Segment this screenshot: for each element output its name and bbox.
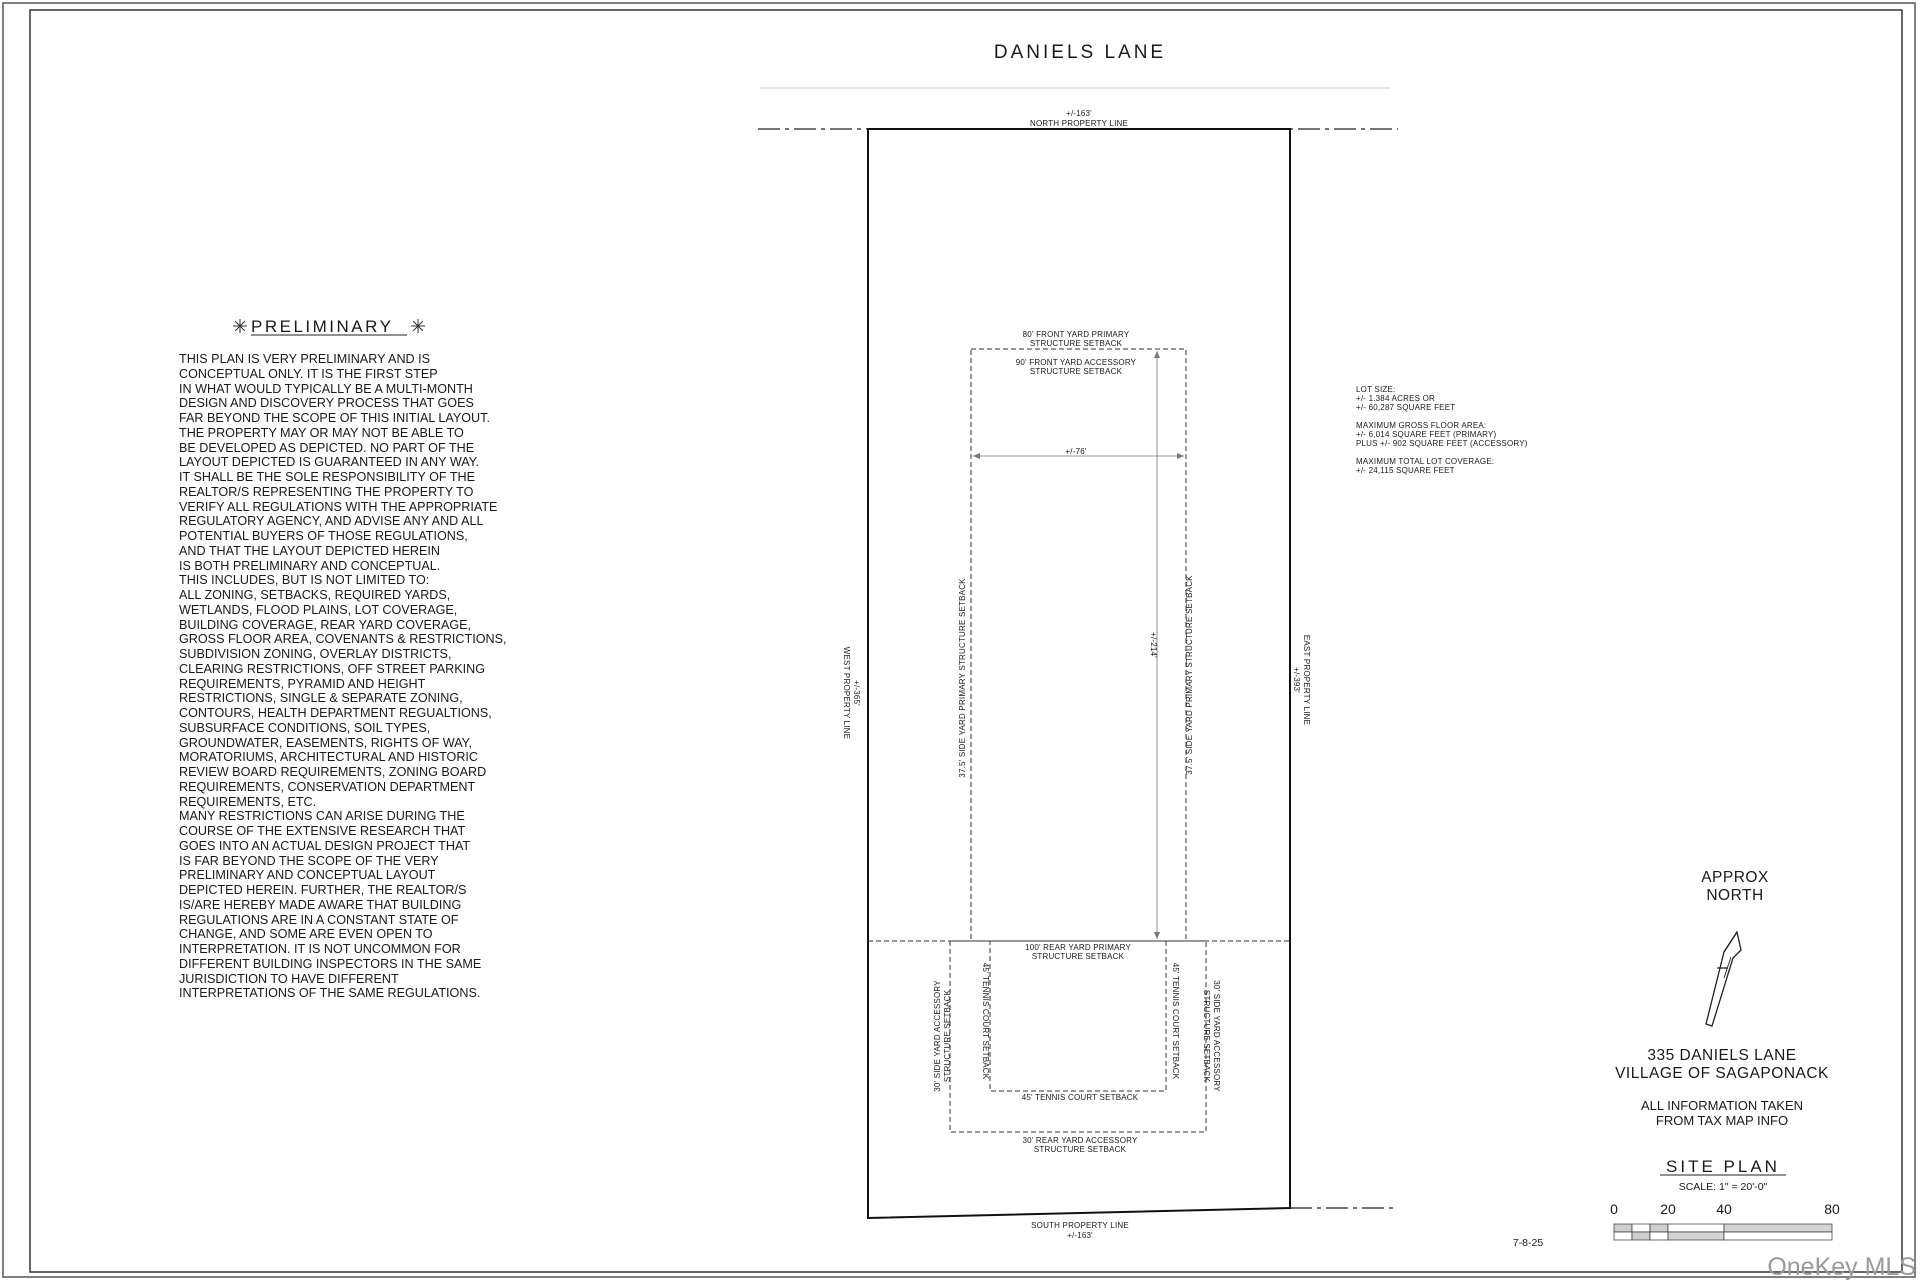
rear-primary-setback-label: 100' REAR YARD PRIMARY — [1025, 943, 1131, 952]
info-source-label: ALL INFORMATION TAKEN — [1640, 1098, 1804, 1113]
asterisk-icon — [233, 319, 247, 333]
north-arrow-label: APPROX — [1701, 869, 1769, 886]
note-line: SUBDIVISION ZONING, OVERLAY DISTRICTS, — [179, 647, 452, 661]
lot-info-block — [1356, 385, 1528, 475]
note-line: DESIGN AND DISCOVERY PROCESS THAT GOES — [179, 396, 474, 410]
note-line: IS/ARE HEREBY MADE AWARE THAT BUILDING — [179, 898, 462, 912]
note-line: MORATORIUMS, ARCHITECTURAL AND HISTORIC — [179, 750, 479, 764]
south-dim-label: +/-163' — [1067, 1231, 1093, 1240]
graphic-scale — [1610, 1201, 1840, 1240]
note-line: JURISDICTION TO HAVE DIFFERENT — [179, 972, 399, 986]
note-line: CONCEPTUAL ONLY. IT IS THE FIRST STEP — [179, 367, 438, 381]
note-line: MANY RESTRICTIONS CAN ARISE DURING THE — [179, 809, 465, 823]
note-line: RESTRICTIONS, SINGLE & SEPARATE ZONING, — [179, 691, 463, 705]
note-line: CONTOURS, HEALTH DEPARTMENT REGUALTIONS, — [179, 706, 492, 720]
note-line: IT SHALL BE THE SOLE RESPONSIBILITY OF THE — [179, 470, 476, 484]
note-line: IN WHAT WOULD TYPICALLY BE A MULTI-MONTH — [179, 382, 473, 396]
village-label: VILLAGE OF SAGAPONACK — [1615, 1065, 1829, 1082]
side-accessory-setback-left-label-2: STRUCTURE SETBACK — [943, 989, 952, 1083]
property-boundary — [868, 129, 1290, 1218]
note-line: CLEARING RESTRICTIONS, OFF STREET PARKING — [179, 662, 486, 676]
east-dim-label: +/-393' — [1292, 667, 1301, 693]
tennis-court-envelope — [990, 941, 1166, 1091]
address-label: 335 DANIELS LANE — [1647, 1047, 1797, 1064]
note-line: DEPICTED HEREIN. FURTHER, THE REALTOR/S — [179, 883, 467, 897]
note-line: REQUIREMENTS, CONSERVATION DEPARTMENT — [179, 780, 476, 794]
side-primary-setback-left-label: 37.5' SIDE YARD PRIMARY STRUCTURE SETBACK — [958, 578, 967, 778]
width-dimension-arrow-left — [973, 453, 980, 459]
side-primary-setback-right-label: 37.5' SIDE YARD PRIMARY STRUCTURE SETBACK — [1185, 575, 1194, 775]
note-line: THE PROPERTY MAY OR MAY NOT BE ABLE TO — [179, 426, 464, 440]
rear-primary-setback-label-2: STRUCTURE SETBACK — [1031, 952, 1125, 961]
note-line: THIS INCLUDES, BUT IS NOT LIMITED TO: — [179, 573, 430, 587]
rear-accessory-setback-label-2: STRUCTURE SETBACK — [1033, 1145, 1127, 1154]
west-dim-label: +/-365' — [852, 680, 861, 706]
lot-info-line: MAXIMUM GROSS FLOOR AREA: — [1356, 421, 1487, 430]
note-line: ALL ZONING, SETBACKS, REQUIRED YARDS, — [179, 588, 451, 602]
note-line: INTERPRETATIONS OF THE SAME REGULATIONS. — [179, 986, 481, 1000]
road-name: DANIELS LANE — [993, 42, 1167, 63]
south-line-label: SOUTH PROPERTY LINE — [1031, 1221, 1129, 1230]
note-line: REVIEW BOARD REQUIREMENTS, ZONING BOARD — [179, 765, 487, 779]
note-line: IS BOTH PRELIMINARY AND CONCEPTUAL. — [179, 559, 441, 573]
west-line-label: WEST PROPERTY LINE — [842, 646, 851, 740]
note-line: GROSS FLOOR AREA, COVENANTS & RESTRICTIONS, — [179, 632, 507, 646]
lot-info-line: PLUS +/- 902 SQUARE FEET (ACCESSORY) — [1356, 439, 1528, 448]
site-plan-label: SITE PLAN — [1666, 1157, 1780, 1176]
tennis-setback-right-label: 45' TENNIS COURT SETBACK — [1171, 962, 1180, 1080]
depth-dimension-arrow-bottom — [1154, 932, 1160, 939]
note-line: THIS PLAN IS VERY PRELIMINARY AND IS — [179, 352, 431, 366]
note-line: FAR BEYOND THE SCOPE OF THIS INITIAL LAYOUT. — [179, 411, 490, 425]
note-line: REALTOR/S REPRESENTING THE PROPERTY TO — [179, 485, 474, 499]
note-line: PRELIMINARY AND CONCEPTUAL LAYOUT — [179, 868, 436, 882]
preliminary-heading: PRELIMINARY — [251, 317, 394, 336]
note-line: GROUNDWATER, EASEMENTS, RIGHTS OF WAY, — [179, 736, 472, 750]
tennis-setback-bottom-label: 45' TENNIS COURT SETBACK — [1021, 1093, 1139, 1102]
plan-date: 7-8-25 — [1512, 1237, 1544, 1249]
north-arrow-icon — [1706, 932, 1741, 1026]
width-dimension-label: +/-76' — [1065, 447, 1087, 456]
front-accessory-setback-label: 90' FRONT YARD ACCESSORY — [1015, 358, 1137, 367]
north-dim-label: +/-163' — [1066, 109, 1092, 118]
note-line: REQUIREMENTS, ETC. — [179, 795, 317, 809]
side-accessory-setback-right-label-2: STRUCTURE SETBACK — [1202, 989, 1211, 1083]
side-accessory-setback-right-label: 30' SIDE YARD ACCESSORY — [1212, 980, 1221, 1092]
preliminary-note — [179, 352, 507, 1000]
scale-label: SCALE: 1" = 20'-0" — [1678, 1181, 1768, 1193]
onekey-mls-watermark: OneKey MLS — [1767, 1253, 1916, 1280]
note-line: AND THAT THE LAYOUT DEPICTED HEREIN — [179, 544, 441, 558]
lot-info-line: +/- 6,014 SQUARE FEET (PRIMARY) — [1356, 430, 1497, 439]
note-line: BUILDING COVERAGE, REAR YARD COVERAGE, — [179, 618, 472, 632]
front-primary-setback-label-2: STRUCTURE SETBACK — [1029, 339, 1123, 348]
note-line: POTENTIAL BUYERS OF THOSE REGULATIONS, — [179, 529, 468, 543]
note-line: COURSE OF THE EXTENSIVE RESEARCH THAT — [179, 824, 466, 838]
asterisk-icon — [411, 319, 425, 333]
lot-info-line: +/- 24,115 SQUARE FEET — [1356, 466, 1455, 475]
note-line: LAYOUT DEPICTED IS GUARANTEED IN ANY WAY. — [179, 455, 479, 469]
north-arrow-label-2: NORTH — [1706, 887, 1764, 904]
width-dimension-arrow-right — [1177, 453, 1184, 459]
note-line: INTERPRETATION. IT IS NOT UNCOMMON FOR — [179, 942, 461, 956]
note-line: WETLANDS, FLOOD PLAINS, LOT COVERAGE, — [179, 603, 458, 617]
note-line: CHANGE, AND SOME ARE EVEN OPEN TO — [179, 927, 433, 941]
front-primary-setback-label: 80' FRONT YARD PRIMARY — [1022, 330, 1130, 339]
lot-info-line: +/- 60,287 SQUARE FEET — [1356, 403, 1456, 412]
side-accessory-setback-left-label: 30' SIDE YARD ACCESSORY — [933, 980, 942, 1092]
note-line: DIFFERENT BUILDING INSPECTORS IN THE SAME — [179, 957, 482, 971]
note-line: REGULATORY AGENCY, AND ADVISE ANY AND ALL — [179, 514, 484, 528]
scale-mark-label: 20 — [1660, 1201, 1676, 1217]
note-line: SUBSURFACE CONDITIONS, SOIL TYPES, — [179, 721, 431, 735]
depth-dimension-label: +/-214' — [1149, 632, 1158, 658]
note-line: VERIFY ALL REGULATIONS WITH THE APPROPRIATE — [179, 500, 498, 514]
lot-info-line: LOT SIZE: — [1356, 385, 1396, 394]
depth-dimension-arrow-top — [1154, 351, 1160, 358]
scale-mark-label: 0 — [1610, 1201, 1618, 1217]
tennis-setback-left-label: 45' TENNIS COURT SETBACK — [981, 962, 990, 1080]
note-line: IS FAR BEYOND THE SCOPE OF THE VERY — [179, 854, 439, 868]
note-line: REGULATIONS ARE IN A CONSTANT STATE OF — [179, 913, 459, 927]
scale-mark-label: 40 — [1716, 1201, 1732, 1217]
note-line: REQUIREMENTS, PYRAMID AND HEIGHT — [179, 677, 426, 691]
east-line-label: EAST PROPERTY LINE — [1302, 634, 1311, 726]
info-source-label-2: FROM TAX MAP INFO — [1655, 1113, 1789, 1128]
front-accessory-setback-label-2: STRUCTURE SETBACK — [1029, 367, 1123, 376]
lot-info-line: MAXIMUM TOTAL LOT COVERAGE: — [1356, 457, 1495, 466]
lot-info-line: +/- 1.384 ACRES OR — [1356, 394, 1435, 403]
rear-accessory-setback-label: 30' REAR YARD ACCESSORY — [1022, 1136, 1138, 1145]
north-line-label: NORTH PROPERTY LINE — [1029, 119, 1129, 128]
scale-mark-label: 80 — [1824, 1201, 1840, 1217]
note-line: GOES INTO AN ACTUAL DESIGN PROJECT THAT — [179, 839, 471, 853]
note-line: BE DEVELOPED AS DEPICTED. NO PART OF THE — [179, 441, 475, 455]
